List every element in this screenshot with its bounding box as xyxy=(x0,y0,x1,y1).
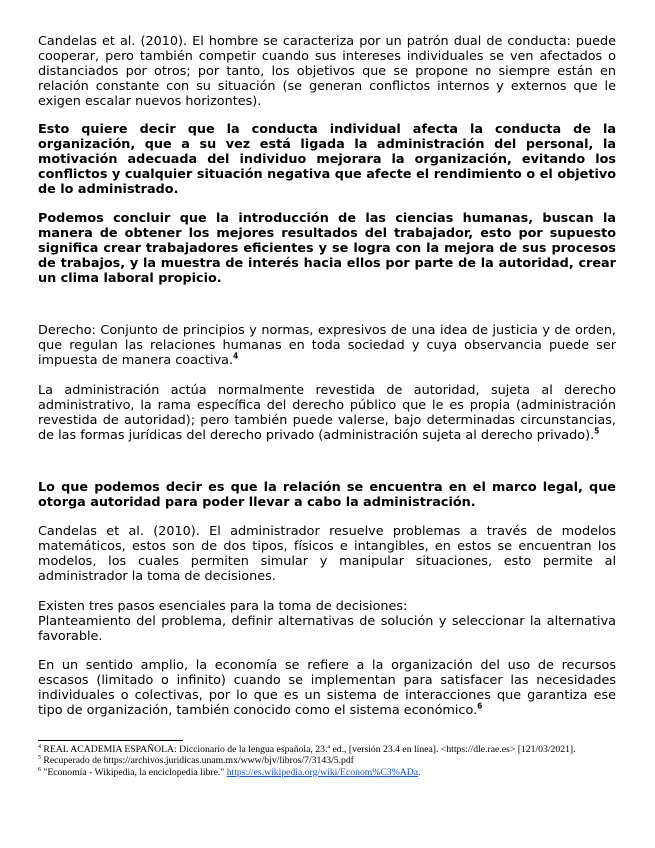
paragraph-conducta-dual: Candelas et al. (2010). El hombre se caracteriza por un patrón dual de conducta: puede cooperar, pero también competir cuando sus intereses individuales se ven afectados o distanciados por otros; por tanto, los objetivos que se propone no siempre están en relación constante con su situación (se generan conflictos internos y externos que le exigen escalar nuevos horizontes). xyxy=(38,34,616,109)
paragraph-conducta-individual: Esto quiere decir que la conducta individual afecta la conducta de la organización, que a su vez está ligada la administración del personal, la motivación adecuada del individuo mejorara la organización, evitando los conflictos y cualquier situación negativa que afecte el rendimiento o el objetivo de lo administrado. xyxy=(38,122,616,197)
footnote-ref-5[interactable]: 5 xyxy=(594,426,600,436)
footnote-ref-4[interactable]: 4 xyxy=(233,351,239,361)
paragraph-conclusion-ciencias-humanas: Podemos concluir que la introducción de las ciencias humanas, buscan la manera de obtener los mejores resultados del trabajador, esto por supuesto significa crear trabajadores eficientes y se logra con la mejora de sus procesos de trabajos, y la muestra de interés hacia ellos por parte de la autoridad, crear un clima laboral propicio. xyxy=(38,211,616,286)
paragraph-pasos-decisiones: Existen tres pasos esenciales para la toma de decisiones: Planteamiento del problema, definir alternativas de solución y seleccionar la alternativa favorable. xyxy=(38,599,616,644)
footnote-ref-6[interactable]: 6 xyxy=(477,701,483,711)
paragraph-derecho-definicion: Derecho: Conjunto de principios y normas, expresivos de una idea de justicia y de orden, que regulan las relaciones humanas en toda sociedad y cuya observancia puede ser impuesta de manera coactiva.$^4$ xyxy=(38,323,616,368)
footnote-separator xyxy=(38,740,183,741)
paragraph-marco-legal: Lo que podemos decir es que la relación se encuentra en el marco legal, que otorga autoridad para poder llevar a cabo la administración. xyxy=(38,480,616,510)
paragraph-economia: En un sentido amplio, la economía se refiere a la organización del uso de recursos escasos (limitado o infinito) cuando se implementan para satisfacer las necesidades individuales o colectivas, por lo que es un sistema de interacciones que garantiza ese tipo de organización, también conocido como el sistema económico.$^6$ xyxy=(38,658,616,718)
paragraph-administracion-autoridad: La administración actúa normalmente revestida de autoridad, sujeta al derecho administrativo, la rama específica del derecho público que le es propia (administración revestida de autoridad); pero también puede valerse, bajo determinadas circunstancias, de las formas jurídicas del derecho privado (administración sujeta al derecho privado).$^5$ xyxy=(38,383,616,443)
footnote-6: $^6$ "Economía - Wikipedia, la enciclopedia libre." https://es.wikipedia.org/wiki/Econom%C3%ADa. xyxy=(38,766,421,778)
document-body xyxy=(38,34,616,718)
paragraph-modelos-matematicos: Candelas et al. (2010). El administrador resuelve problemas a través de modelos matemáticos, estos son de dos tipos, físicos e intangibles, en estos se encuentran los modelos, los cuales permiten simular y manipular situaciones, esto permite al administrador la toma de decisiones. xyxy=(38,524,616,584)
wikipedia-link[interactable]: https://es.wikipedia.org/wiki/Econom%C3%ADa xyxy=(226,766,419,778)
footnote-4: $^4$ REAL ACADEMIA ESPAÑOLA: Diccionario de la lengua española, 23.ª ed., [versión 23.4 en línea]. <https://dle.rae.es> [121/03/2021]. xyxy=(38,743,576,755)
footnote-5: $^5$ Recuperado de https://archivos.juridicas.unam.mx/www/bjv/libros/7/3143/5.pdf xyxy=(38,755,354,767)
footnotes xyxy=(38,744,616,778)
